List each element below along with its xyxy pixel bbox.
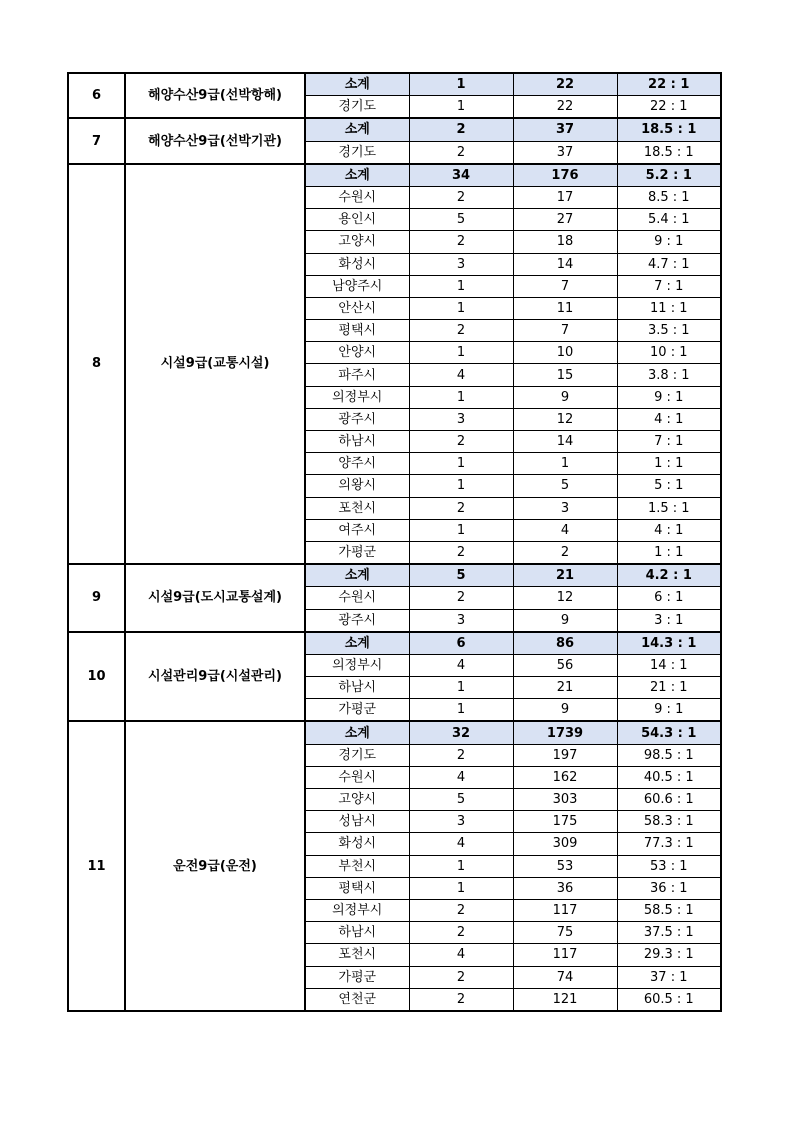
ratio-cell: 5.2 : 1 [617, 164, 721, 187]
positions-cell: 2 [409, 587, 513, 609]
positions-cell: 2 [409, 541, 513, 564]
ratio-cell: 29.3 : 1 [617, 944, 721, 966]
applicants-cell: 117 [513, 944, 617, 966]
positions-cell: 2 [409, 988, 513, 1011]
subtotal-row [68, 164, 721, 187]
applicants-cell: 9 [513, 609, 617, 632]
positions-cell: 1 [409, 73, 513, 96]
applicants-cell: 22 [513, 96, 617, 119]
applicants-cell: 74 [513, 966, 617, 988]
positions-cell: 1 [409, 855, 513, 877]
ratio-cell: 7 : 1 [617, 431, 721, 453]
region-cell: 가평군 [305, 699, 409, 722]
positions-cell: 3 [409, 609, 513, 632]
positions-cell: 1 [409, 677, 513, 699]
applicants-cell: 121 [513, 988, 617, 1011]
ratio-cell: 1 : 1 [617, 541, 721, 564]
positions-cell: 34 [409, 164, 513, 187]
positions-cell: 1 [409, 275, 513, 297]
applicants-cell: 10 [513, 342, 617, 364]
positions-cell: 1 [409, 96, 513, 119]
region-cell: 경기도 [305, 141, 409, 164]
applicants-cell: 162 [513, 766, 617, 788]
job-category-cell: 시설관리9급(시설관리) [125, 632, 305, 722]
ratio-cell: 40.5 : 1 [617, 766, 721, 788]
ratio-cell: 54.3 : 1 [617, 721, 721, 744]
ratio-cell: 36 : 1 [617, 877, 721, 899]
applicants-cell: 12 [513, 408, 617, 430]
applicants-cell: 37 [513, 118, 617, 141]
region-cell: 화성시 [305, 253, 409, 275]
ratio-cell: 22 : 1 [617, 96, 721, 119]
table-body [68, 73, 721, 1011]
region-cell: 남양주시 [305, 275, 409, 297]
ratio-cell: 11 : 1 [617, 297, 721, 319]
ratio-cell: 3.8 : 1 [617, 364, 721, 386]
applicants-cell: 7 [513, 275, 617, 297]
positions-cell: 3 [409, 408, 513, 430]
group-number-cell: 6 [68, 73, 125, 118]
region-cell: 안양시 [305, 342, 409, 364]
group-number-cell: 8 [68, 164, 125, 564]
ratio-cell: 5.4 : 1 [617, 209, 721, 231]
region-cell: 용인시 [305, 209, 409, 231]
ratio-cell: 98.5 : 1 [617, 744, 721, 766]
region-cell: 소계 [305, 721, 409, 744]
applicants-cell: 175 [513, 811, 617, 833]
region-cell: 포천시 [305, 497, 409, 519]
positions-cell: 1 [409, 297, 513, 319]
job-category-cell: 해양수산9급(선박항해) [125, 73, 305, 118]
ratio-cell: 9 : 1 [617, 231, 721, 253]
ratio-cell: 60.6 : 1 [617, 789, 721, 811]
job-category-cell: 시설9급(교통시설) [125, 164, 305, 564]
ratio-cell: 9 : 1 [617, 386, 721, 408]
region-cell: 가평군 [305, 966, 409, 988]
positions-cell: 1 [409, 475, 513, 497]
applicants-cell: 18 [513, 231, 617, 253]
subtotal-row [68, 721, 721, 744]
region-cell: 여주시 [305, 519, 409, 541]
region-cell: 평택시 [305, 320, 409, 342]
positions-cell: 2 [409, 320, 513, 342]
recruitment-competition-table [67, 72, 722, 1012]
applicants-cell: 17 [513, 186, 617, 208]
applicants-cell: 21 [513, 677, 617, 699]
group-number-cell: 11 [68, 721, 125, 1010]
applicants-cell: 303 [513, 789, 617, 811]
positions-cell: 2 [409, 899, 513, 921]
region-cell: 수원시 [305, 587, 409, 609]
region-cell: 경기도 [305, 96, 409, 119]
ratio-cell: 14 : 1 [617, 654, 721, 676]
ratio-cell: 7 : 1 [617, 275, 721, 297]
region-cell: 광주시 [305, 609, 409, 632]
ratio-cell: 4.2 : 1 [617, 564, 721, 587]
positions-cell: 1 [409, 877, 513, 899]
positions-cell: 2 [409, 186, 513, 208]
positions-cell: 6 [409, 632, 513, 655]
ratio-cell: 5 : 1 [617, 475, 721, 497]
ratio-cell: 58.5 : 1 [617, 899, 721, 921]
region-cell: 하남시 [305, 922, 409, 944]
ratio-cell: 4 : 1 [617, 408, 721, 430]
region-cell: 평택시 [305, 877, 409, 899]
ratio-cell: 21 : 1 [617, 677, 721, 699]
ratio-cell: 4 : 1 [617, 519, 721, 541]
subtotal-row [68, 118, 721, 141]
ratio-cell: 37.5 : 1 [617, 922, 721, 944]
region-cell: 수원시 [305, 766, 409, 788]
applicants-cell: 56 [513, 654, 617, 676]
region-cell: 소계 [305, 564, 409, 587]
positions-cell: 1 [409, 453, 513, 475]
subtotal-row [68, 73, 721, 96]
ratio-cell: 37 : 1 [617, 966, 721, 988]
applicants-cell: 86 [513, 632, 617, 655]
region-cell: 의정부시 [305, 386, 409, 408]
region-cell: 가평군 [305, 541, 409, 564]
applicants-cell: 22 [513, 73, 617, 96]
region-cell: 부천시 [305, 855, 409, 877]
applicants-cell: 4 [513, 519, 617, 541]
ratio-cell: 3 : 1 [617, 609, 721, 632]
positions-cell: 1 [409, 519, 513, 541]
applicants-cell: 75 [513, 922, 617, 944]
positions-cell: 4 [409, 654, 513, 676]
ratio-cell: 60.5 : 1 [617, 988, 721, 1011]
region-cell: 의정부시 [305, 654, 409, 676]
applicants-cell: 9 [513, 699, 617, 722]
positions-cell: 4 [409, 944, 513, 966]
ratio-cell: 77.3 : 1 [617, 833, 721, 855]
ratio-cell: 18.5 : 1 [617, 141, 721, 164]
group-number-cell: 7 [68, 118, 125, 163]
positions-cell: 3 [409, 253, 513, 275]
applicants-cell: 1739 [513, 721, 617, 744]
region-cell: 하남시 [305, 677, 409, 699]
region-cell: 연천군 [305, 988, 409, 1011]
positions-cell: 2 [409, 744, 513, 766]
ratio-cell: 18.5 : 1 [617, 118, 721, 141]
ratio-cell: 9 : 1 [617, 699, 721, 722]
positions-cell: 2 [409, 141, 513, 164]
ratio-cell: 1 : 1 [617, 453, 721, 475]
region-cell: 수원시 [305, 186, 409, 208]
ratio-cell: 22 : 1 [617, 73, 721, 96]
applicants-cell: 12 [513, 587, 617, 609]
ratio-cell: 1.5 : 1 [617, 497, 721, 519]
ratio-cell: 53 : 1 [617, 855, 721, 877]
ratio-cell: 8.5 : 1 [617, 186, 721, 208]
region-cell: 광주시 [305, 408, 409, 430]
group-number-cell: 9 [68, 564, 125, 632]
region-cell: 성남시 [305, 811, 409, 833]
applicants-cell: 7 [513, 320, 617, 342]
positions-cell: 32 [409, 721, 513, 744]
applicants-cell: 53 [513, 855, 617, 877]
positions-cell: 4 [409, 766, 513, 788]
positions-cell: 2 [409, 118, 513, 141]
positions-cell: 3 [409, 811, 513, 833]
applicants-cell: 9 [513, 386, 617, 408]
positions-cell: 2 [409, 966, 513, 988]
ratio-cell: 14.3 : 1 [617, 632, 721, 655]
applicants-cell: 14 [513, 431, 617, 453]
positions-cell: 2 [409, 431, 513, 453]
applicants-cell: 197 [513, 744, 617, 766]
positions-cell: 2 [409, 497, 513, 519]
positions-cell: 5 [409, 209, 513, 231]
applicants-cell: 3 [513, 497, 617, 519]
applicants-cell: 176 [513, 164, 617, 187]
subtotal-row [68, 564, 721, 587]
positions-cell: 5 [409, 564, 513, 587]
positions-cell: 4 [409, 833, 513, 855]
region-cell: 소계 [305, 118, 409, 141]
region-cell: 안산시 [305, 297, 409, 319]
ratio-cell: 3.5 : 1 [617, 320, 721, 342]
applicants-cell: 14 [513, 253, 617, 275]
region-cell: 경기도 [305, 744, 409, 766]
positions-cell: 2 [409, 922, 513, 944]
applicants-cell: 36 [513, 877, 617, 899]
applicants-cell: 21 [513, 564, 617, 587]
region-cell: 고양시 [305, 789, 409, 811]
applicants-cell: 37 [513, 141, 617, 164]
positions-cell: 5 [409, 789, 513, 811]
positions-cell: 2 [409, 231, 513, 253]
applicants-cell: 117 [513, 899, 617, 921]
positions-cell: 1 [409, 699, 513, 722]
region-cell: 화성시 [305, 833, 409, 855]
applicants-cell: 27 [513, 209, 617, 231]
positions-cell: 1 [409, 342, 513, 364]
region-cell: 소계 [305, 632, 409, 655]
applicants-cell: 15 [513, 364, 617, 386]
applicants-cell: 1 [513, 453, 617, 475]
applicants-cell: 11 [513, 297, 617, 319]
job-category-cell: 운전9급(운전) [125, 721, 305, 1010]
region-cell: 의정부시 [305, 899, 409, 921]
region-cell: 양주시 [305, 453, 409, 475]
region-cell: 고양시 [305, 231, 409, 253]
region-cell: 소계 [305, 164, 409, 187]
region-cell: 파주시 [305, 364, 409, 386]
group-number-cell: 10 [68, 632, 125, 722]
ratio-cell: 6 : 1 [617, 587, 721, 609]
region-cell: 하남시 [305, 431, 409, 453]
positions-cell: 1 [409, 386, 513, 408]
region-cell: 포천시 [305, 944, 409, 966]
job-category-cell: 시설9급(도시교통설계) [125, 564, 305, 632]
job-category-cell: 해양수산9급(선박기관) [125, 118, 305, 163]
ratio-cell: 58.3 : 1 [617, 811, 721, 833]
region-cell: 소계 [305, 73, 409, 96]
region-cell: 의왕시 [305, 475, 409, 497]
positions-cell: 4 [409, 364, 513, 386]
ratio-cell: 4.7 : 1 [617, 253, 721, 275]
applicants-cell: 309 [513, 833, 617, 855]
subtotal-row [68, 632, 721, 655]
applicants-cell: 5 [513, 475, 617, 497]
applicants-cell: 2 [513, 541, 617, 564]
ratio-cell: 10 : 1 [617, 342, 721, 364]
